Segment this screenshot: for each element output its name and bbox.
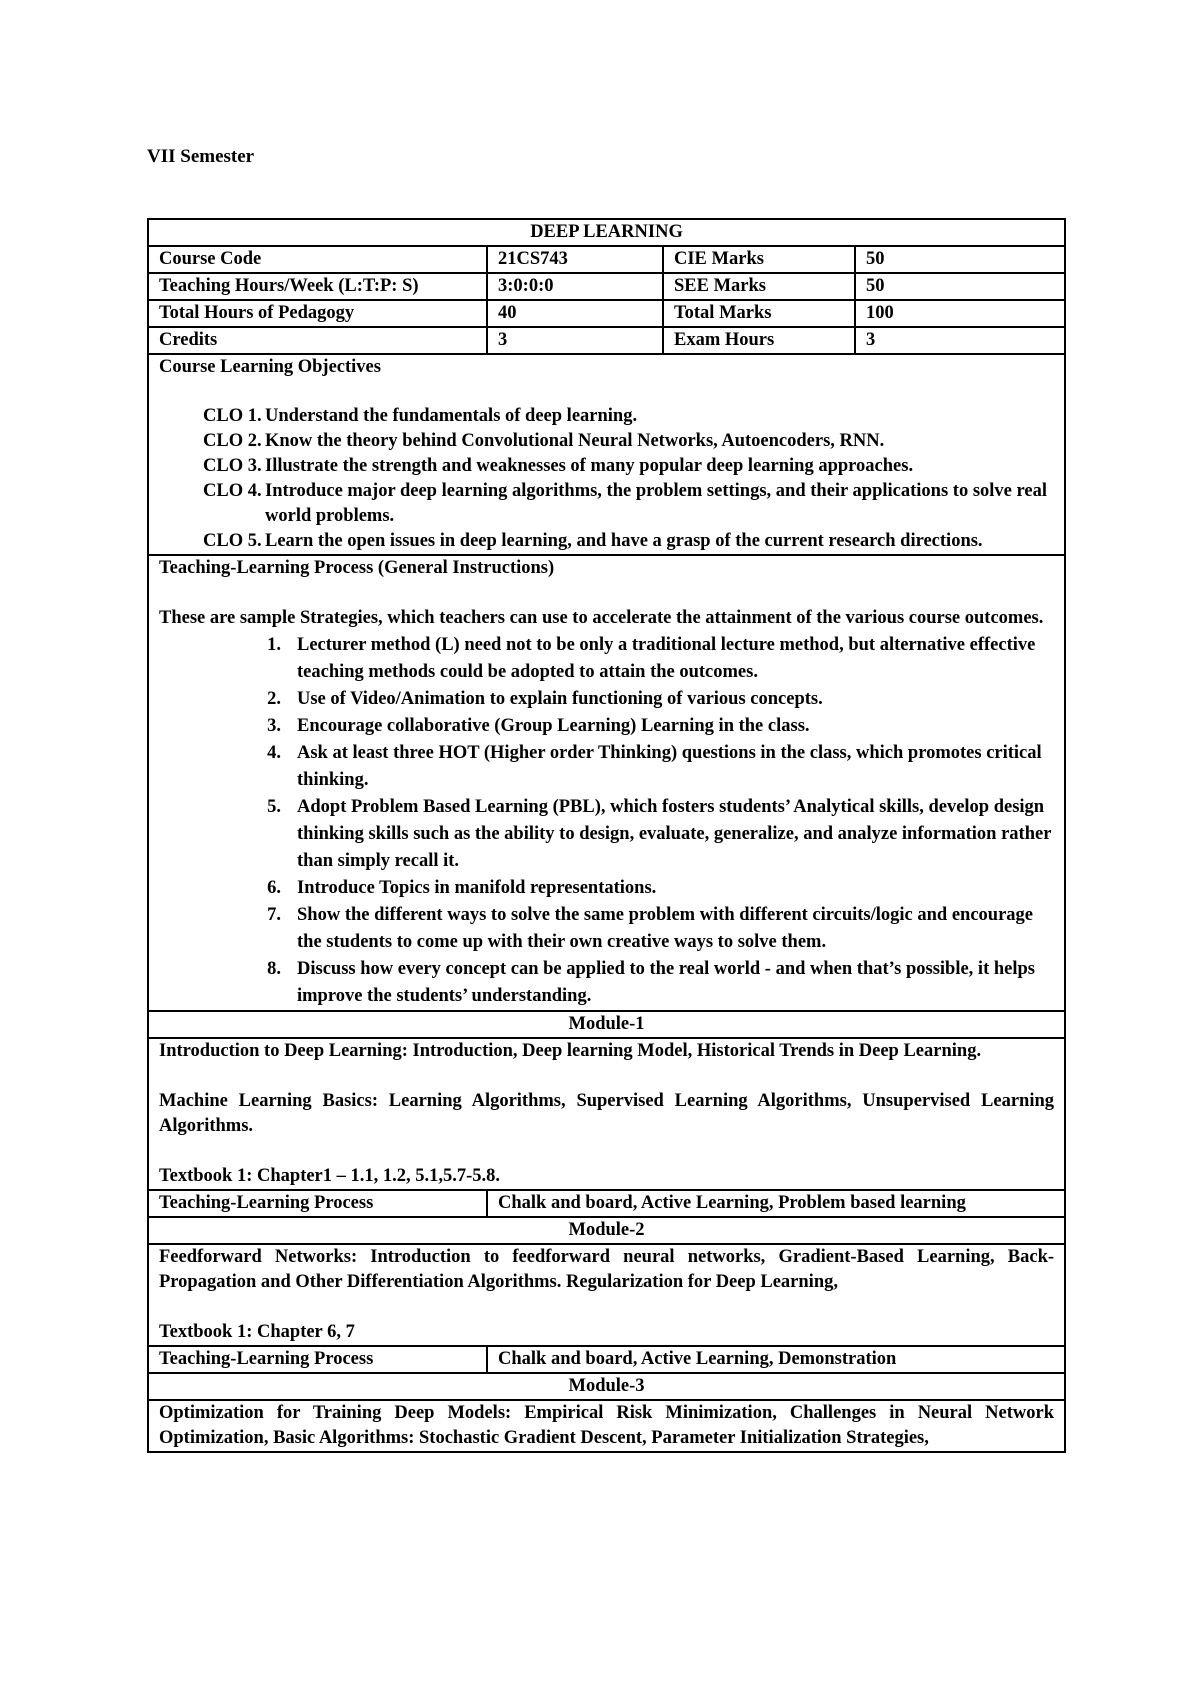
list-item [159,429,1054,454]
semester-heading: VII Semester [147,146,255,167]
module-1-title: Module-1 [148,1011,1065,1038]
list-item [159,686,1054,713]
module-1-tlp-value: Chalk and board, Active Learning, Problem based learning [487,1190,1065,1217]
clo-number: CLO 3. [203,456,262,476]
course-code-value: 21CS743 [487,246,663,273]
list-item [159,632,1054,686]
item-text: Show the different ways to solve the same problem with different circuits/logic and encourage the students to come up with their own creative ways to solve them. [297,905,1033,952]
course-title: DEEP LEARNING [148,219,1065,246]
info-row [148,327,1065,354]
clo-text: Illustrate the strength and weaknesses of many popular deep learning approaches. [265,456,914,476]
item-text: Adopt Problem Based Learning (PBL), which fosters students’ Analytical skills, develop design thinking skills such as the ability to design, evaluate, generalize, and analyze information rather than simply recall it. [297,797,1052,871]
list-item [159,902,1054,956]
list-item [159,713,1054,740]
teaching-hours-label: Teaching Hours/Week (L:T:P: S) [148,273,487,300]
module-paragraph: Optimization for Training Deep Models: Empirical Risk Minimization, Challenges in Neural Network Optimization, Basic Algorithms: Stochastic Gradient Descent, Parameter Initialization Strategies, [159,1403,1055,1448]
module-1-tlp-label: Teaching-Learning Process [148,1190,487,1217]
total-marks-value: 100 [855,300,1065,327]
item-text: Encourage collaborative (Group Learning) Learning in the class. [297,716,810,736]
list-item [159,794,1054,875]
item-number: 4. [267,743,281,763]
clo-number: CLO 4. [203,481,262,501]
list-item [159,404,1054,429]
credits-label: Credits [148,327,487,354]
clo-text: Understand the fundamentals of deep learning. [265,406,638,426]
list-item [159,956,1054,1010]
module-textbook: Textbook 1: Chapter1 – 1.1, 1.2, 5.1,5.7-5.8. [159,1166,501,1186]
item-text: Ask at least three HOT (Higher order Thinking) questions in the class, which promotes critical thinking. [297,743,1042,790]
module-3-content [148,1400,1065,1452]
cie-marks-label: CIE Marks [663,246,855,273]
module-2-content [148,1244,1065,1346]
objectives-section [148,354,1065,555]
item-text: Discuss how every concept can be applied to the real world - and when that’s possible, it helps improve the students’ understanding. [297,959,1035,1006]
item-number: 5. [267,797,281,817]
list-item [159,875,1054,902]
list-item [159,454,1054,479]
module-2-tlp-value: Chalk and board, Active Learning, Demonstration [487,1346,1065,1373]
see-marks-label: SEE Marks [663,273,855,300]
module-paragraph: Feedforward Networks: Introduction to feedforward neural networks, Gradient-Based Learning, Back-Propagation and Other Differentiation Algorithms. Regularization for Deep Learning, [159,1247,1055,1292]
clo-text: Introduce major deep learning algorithms, the problem settings, and their applications to solve real world problems. [265,481,1047,526]
module-2-tlp-label: Teaching-Learning Process [148,1346,487,1373]
list-item [159,740,1054,794]
module-paragraph: Introduction to Deep Learning: Introduction, Deep learning Model, Historical Trends in Deep Learning. [159,1041,982,1061]
module-paragraph: Machine Learning Basics: Learning Algorithms, Supervised Learning Algorithms, Unsupervised Learning Algorithms. [159,1091,1055,1136]
clo-text: Know the theory behind Convolutional Neural Networks, Autoencoders, RNN. [265,431,885,451]
pedagogy-hours-label: Total Hours of Pedagogy [148,300,487,327]
exam-hours-label: Exam Hours [663,327,855,354]
module-2-title: Module-2 [148,1217,1065,1244]
item-number: 8. [267,959,281,979]
teaching-learning-list [159,632,1054,1010]
list-item [159,529,1054,554]
course-code-label: Course Code [148,246,487,273]
clo-number: CLO 5. [203,531,262,551]
info-row [148,246,1065,273]
teaching-learning-intro: These are sample Strategies, which teachers can use to accelerate the attainment of the various course outcomes. [159,608,1044,628]
module-3-title: Module-3 [148,1373,1065,1400]
module-textbook: Textbook 1: Chapter 6, 7 [159,1322,355,1342]
total-marks-label: Total Marks [663,300,855,327]
module-1-content [148,1038,1065,1190]
teaching-learning-heading: Teaching-Learning Process (General Instructions) [159,558,555,578]
item-number: 1. [267,635,281,655]
cie-marks-value: 50 [855,246,1065,273]
list-item [159,479,1054,529]
item-number: 6. [267,878,281,898]
item-text: Introduce Topics in manifold representations. [297,878,657,898]
item-number: 7. [267,905,281,925]
clo-number: CLO 2. [203,431,262,451]
pedagogy-hours-value: 40 [487,300,663,327]
item-number: 3. [267,716,281,736]
item-number: 2. [267,689,281,709]
item-text: Use of Video/Animation to explain functioning of various concepts. [297,689,823,709]
teaching-hours-value: 3:0:0:0 [487,273,663,300]
item-text: Lecturer method (L) need not to be only a traditional lecture method, but alternative effective teaching methods could be adopted to attain the outcomes. [297,635,1036,682]
clo-list [159,404,1054,554]
syllabus-table [147,218,1066,1453]
info-row [148,273,1065,300]
see-marks-value: 50 [855,273,1065,300]
clo-number: CLO 1. [203,406,262,426]
objectives-heading: Course Learning Objectives [159,357,381,377]
credits-value: 3 [487,327,663,354]
teaching-learning-section [148,555,1065,1011]
exam-hours-value: 3 [855,327,1065,354]
clo-text: Learn the open issues in deep learning, and have a grasp of the current research directions. [265,531,983,551]
info-row [148,300,1065,327]
